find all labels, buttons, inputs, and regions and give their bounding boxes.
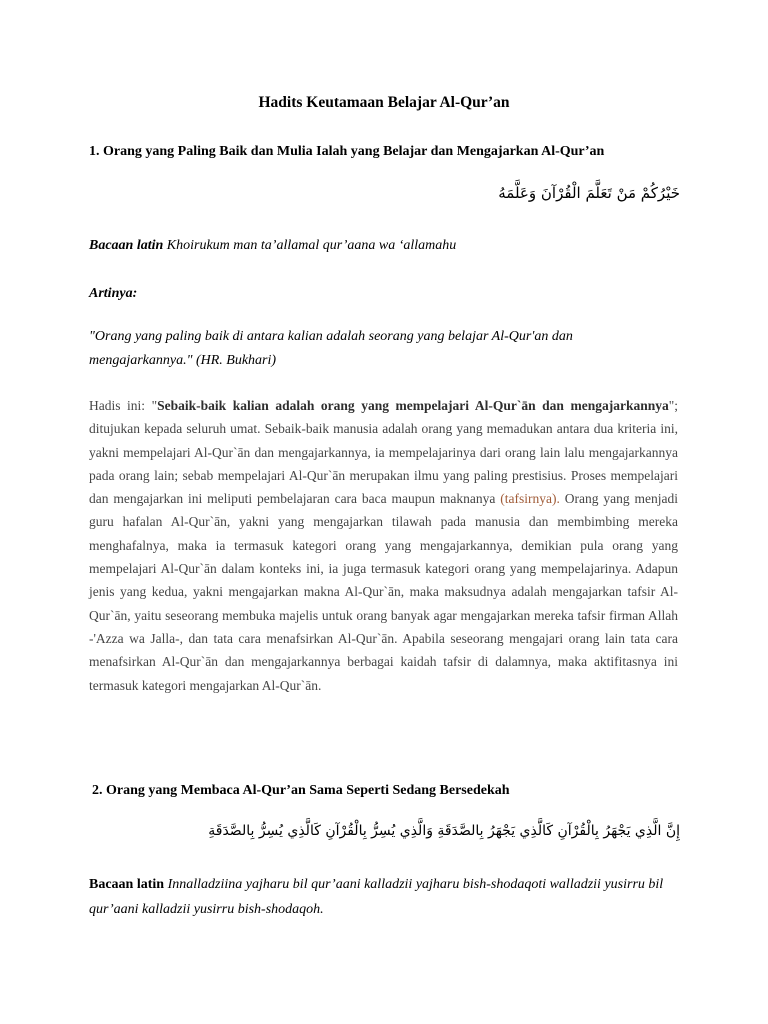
section-2-heading: 2. Orang yang Membaca Al-Qur’an Sama Seperti Sedang Bersedekah	[92, 783, 510, 798]
section-1-latin-line	[89, 238, 456, 254]
commentary-intro: Hadis ini: "	[89, 398, 158, 413]
section-1-translation-line-2: mengajarkannya." (HR. Bukhari)	[89, 353, 277, 368]
section-1-latin-text: Khoirukum man ta’allamal qur’aana wa ‘allamahu	[166, 238, 457, 253]
section-1-commentary	[89, 394, 678, 697]
section-1-translation-line-1: "Orang yang paling baik di antara kalian adalah seorang yang belajar Al-Qur'an dan	[89, 329, 573, 344]
commentary-rest: Orang yang menjadi guru hafalan Al-Qur`ān, yakni yang mengajarkan tilawah pada manusia dan membimbing mereka menghafalnya, maka ia termasuk kategori orang yang mengajarkannya, demikian pula orang yang mempelajari Al-Qur`ān dalam konteks ini, ia juga termasuk kategori orang yang mempelajarinya. Adapun jenis yang kedua, yakni mengajarkan makna Al-Qur`ān, maka maksudnya adalah mengajarkan tafsir Al-Qur`ān, yaitu seseorang membuka majelis untuk orang banyak agar mengajarkan mereka tafsir firman Allah -'Azza wa Jalla-, dan tata cara menafsirkan Al-Qur`ān. Apabila seseorang mengajari orang lain tata cara menafsirkan Al-Qur`ān dan mengajarkannya berbagai kaidah tafsir di dalamnya, maka aktifitasnya ini termasuk kategori mengajarkan Al-Qur`ān.	[89, 491, 679, 693]
section-2-latin-label: Bacaan latin	[89, 877, 165, 892]
tafsirnya-link[interactable]: (tafsirnya).	[500, 491, 560, 507]
section-2-latin-paragraph	[89, 872, 678, 922]
section-1-heading: 1. Orang yang Paling Baik dan Mulia Ialah yang Belajar dan Mengajarkan Al-Qur’an	[89, 144, 605, 159]
section-2-arabic-text: إِنَّ الَّذِي يَجْهَرُ بِالْقُرْآنِ كَالَّذِي يَجْهَرُ بِالصَّدَقَةِ وَالَّذِي يُسِرُّ بِالْقُرْآنِ كَالَّذِي يُسِرُّ بِالصَّدَقَةِ	[208, 823, 680, 839]
document-title: Hadits Keutamaan Belajar Al-Qur’an	[258, 94, 510, 111]
commentary-quote: Sebaik-baik kalian adalah orang yang mempelajari Al-Qur`ān dan mengajarkannya	[157, 398, 669, 413]
commentary-after-quote: "; ditujukan kepada seluruh umat. Sebaik-baik manusia adalah orang yang memadukan antara dua kriteria ini, yakni mempelajari Al-Qur`ān dan mengajarkannya, ia mempelajarinya dari orang lain lalu mengajarkannya pada orang lain; sebab mempelajari Al-Qur`ān merupakan ilmu yang paling prestisius. Proses mempelajari dan mengajarkan ini meliputi pembelajaran cara baca maupun maknanya	[89, 398, 678, 507]
section-1-arabic-text: خَيْرُكُمْ مَنْ تَعَلَّمَ الْقُرْآنَ وَعَلَّمَهُ	[498, 184, 680, 202]
section-1-artinya-label: Artinya:	[89, 286, 138, 301]
section-1-latin-label: Bacaan latin	[89, 238, 164, 253]
section-2-latin-text: Innalladziina yajharu bil qur’aani kalladzii yajharu bish-shodaqoti walladzii yusirru bil qur’aani kalladzii yusirru bish-shodaqoh.	[89, 877, 664, 917]
